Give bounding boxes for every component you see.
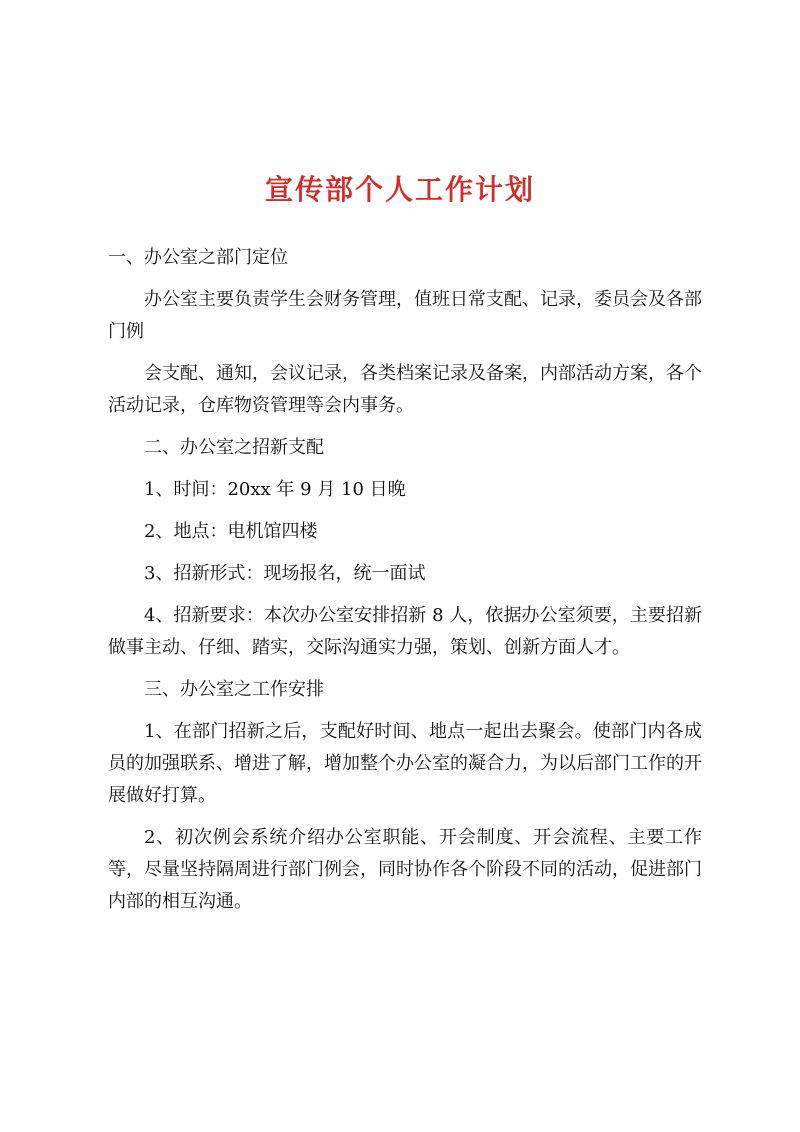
- document-title: 宣传部个人工作计划: [264, 173, 535, 206]
- document-body: [108, 242, 702, 928]
- work-item-1: 1、在部门招新之后，支配好时间、地点一起出去聚会。使部门内各成员的加强联系、增进了解，增加整个办公室的凝合力，为以后部门工作的开展做好打算。: [108, 721, 702, 806]
- section-heading-1: 一、办公室之部门定位: [108, 247, 288, 268]
- list-item-location: 2、地点：电机馆四楼: [144, 521, 318, 542]
- list-item-form: 3、招新形式：现场报名，统一面试: [144, 563, 426, 584]
- paragraph-2: 会支配、通知，会议记录，各类档案记录及备案，内部活动方案，各个活动记录，仓库物资管理等会内事务。: [108, 363, 702, 416]
- paragraph-1: 办公室主要负责学生会财务管理，值班日常支配、记录，委员会及各部门例: [108, 289, 702, 342]
- section-heading-2: 二、办公室之招新支配: [144, 437, 324, 458]
- list-item-requirements: 4、招新要求：本次办公室安排招新 8 人，依据办公室须要，主要招新做事主动、仔细、踏实，交际沟通实力强，策划、创新方面人才。: [108, 605, 702, 658]
- list-item-time: 1、时间：20xx 年 9 月 10 日晚: [144, 479, 406, 500]
- work-item-2: 2、初次例会系统介绍办公室职能、开会制度、开会流程、主要工作等，尽量坚持隔周进行部门例会，同时协作各个阶段不同的活动，促进部门内部的相互沟通。: [108, 827, 702, 912]
- section-heading-3: 三、办公室之工作安排: [144, 679, 324, 700]
